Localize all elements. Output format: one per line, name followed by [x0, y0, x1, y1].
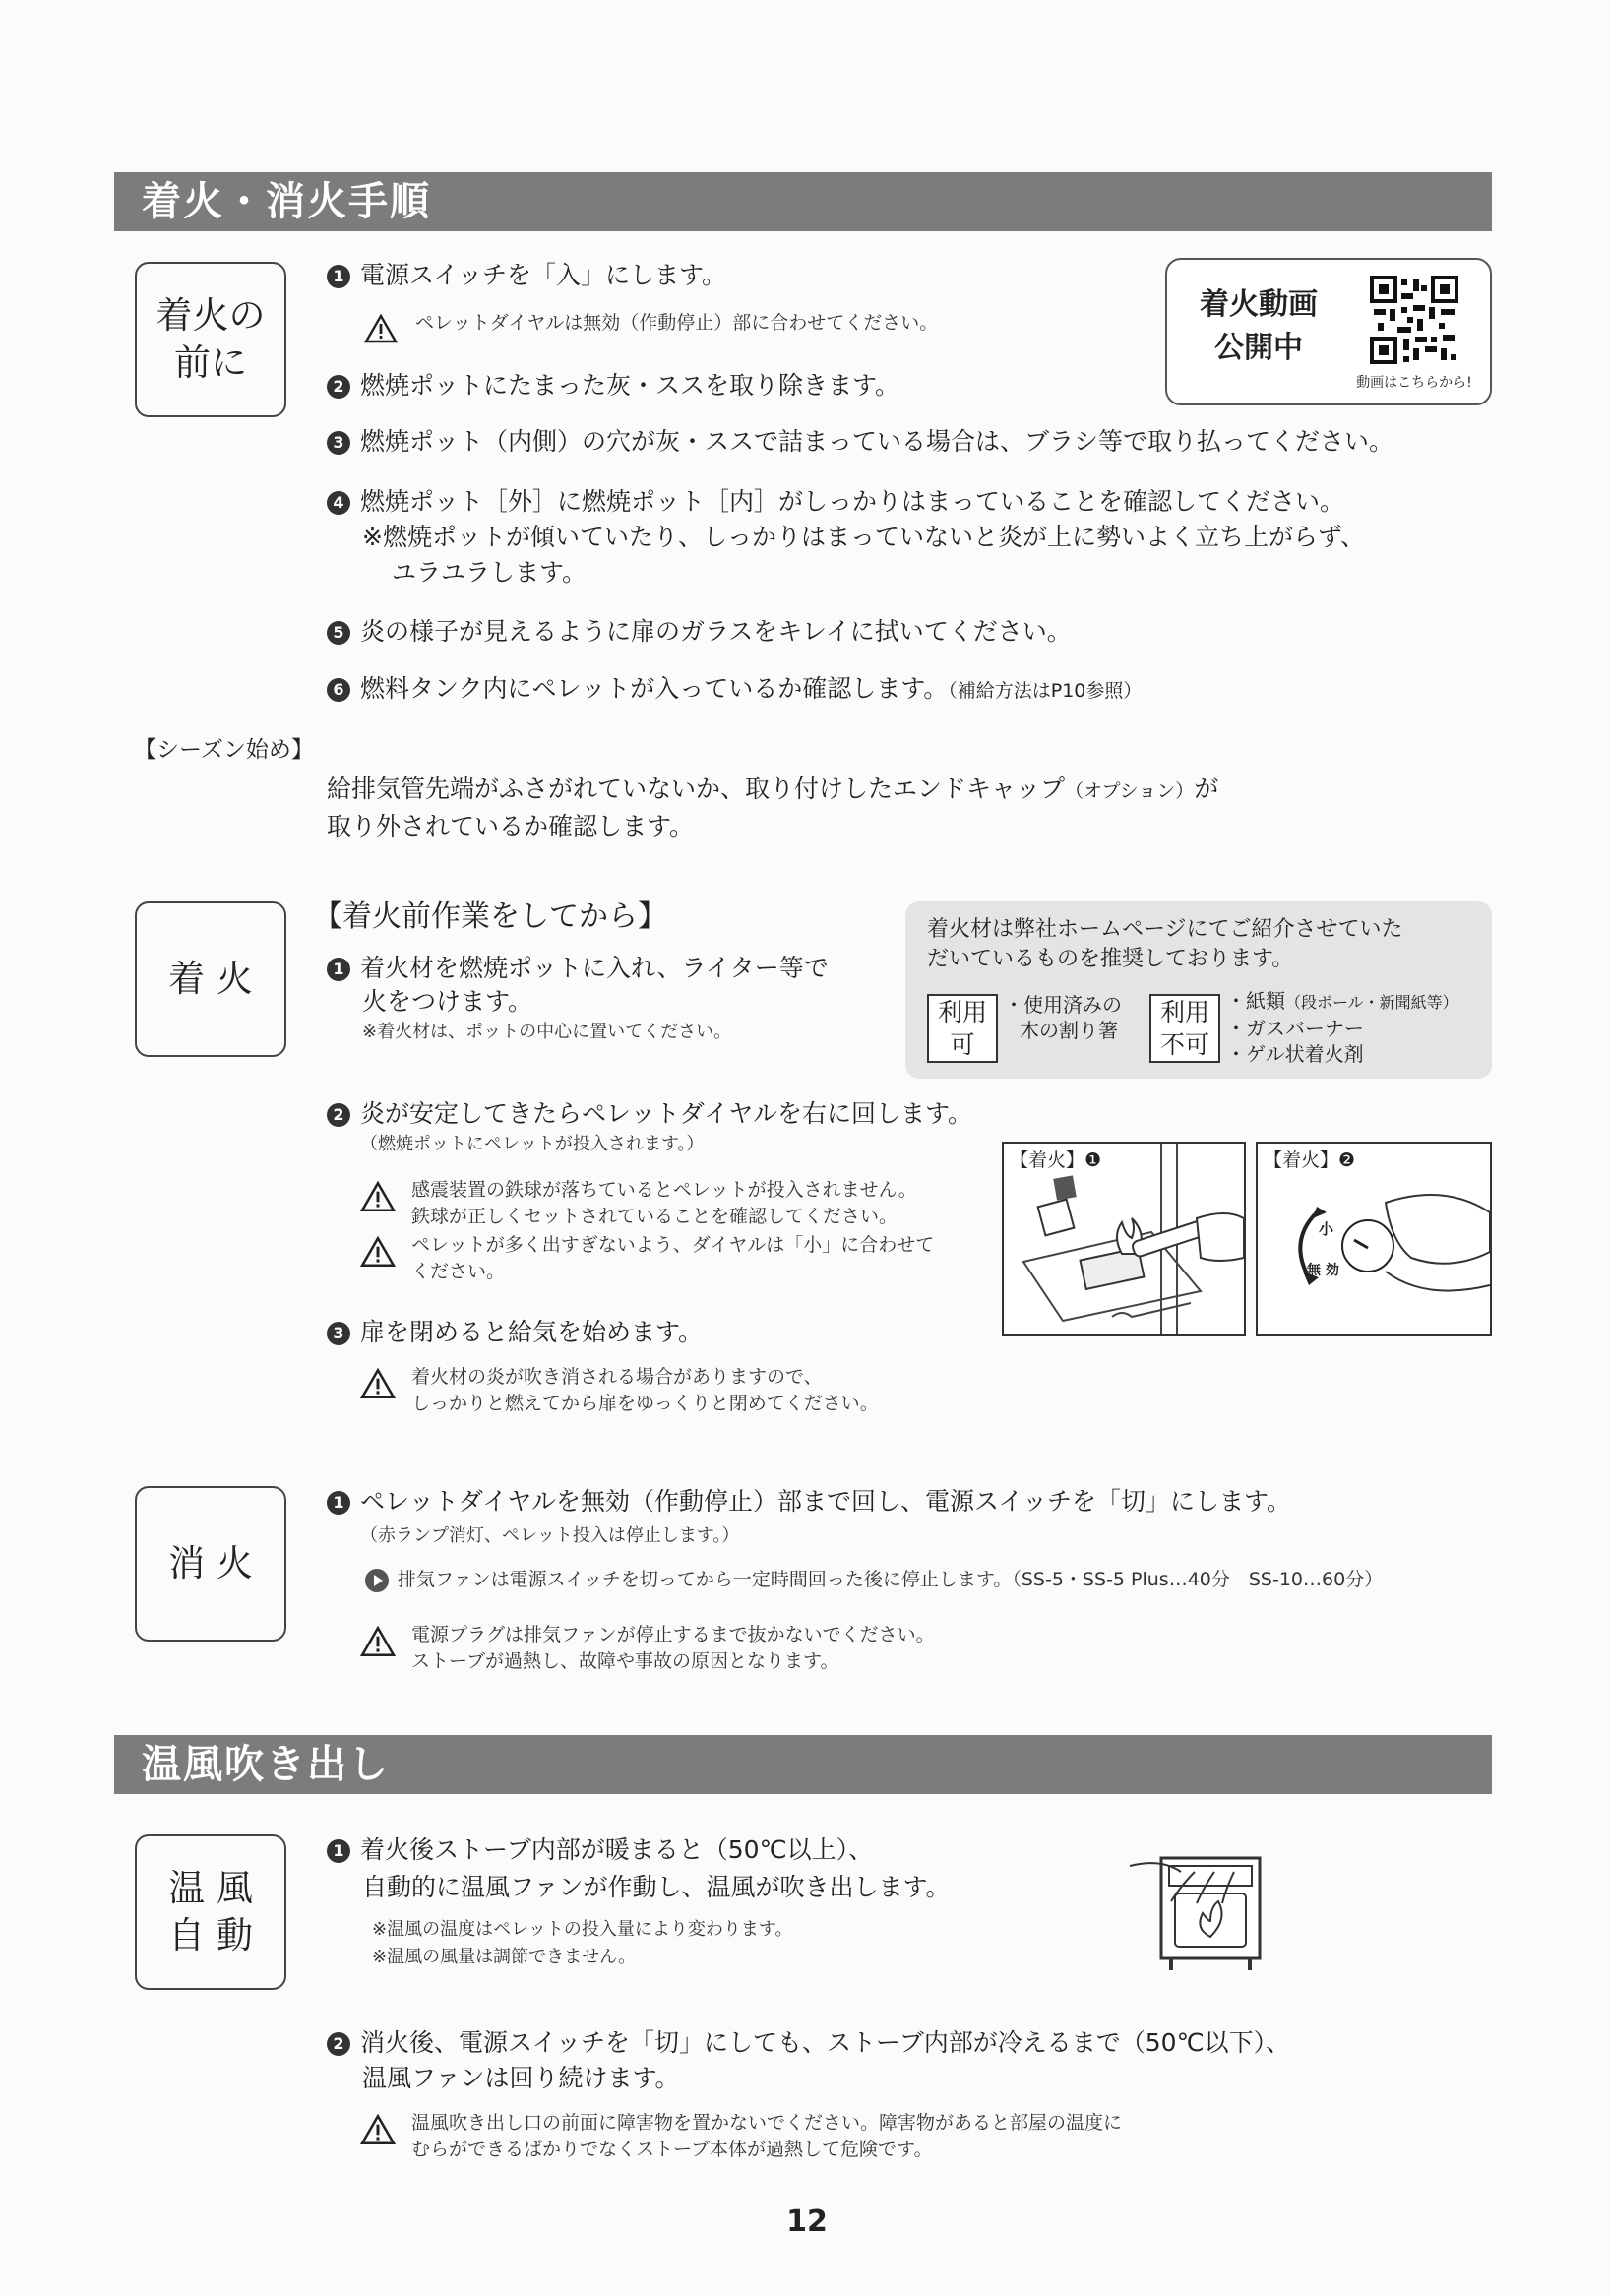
season-line-1 — [327, 772, 1218, 809]
ignite-step-1-line-2: 火をつけます。 — [362, 987, 533, 1016]
warning-line-1: 電源プラグは排気ファンが停止するまで抜かないでください。 — [411, 1624, 935, 1645]
warm-air-step-2 — [327, 2025, 1290, 2061]
label-before-ignition: 着火の 前に — [135, 262, 286, 417]
illustration-label: 【着火】❷ — [1264, 1149, 1356, 1171]
step-text: 着火後ストーブ内部が暖まると（50℃以上）、 — [360, 1835, 874, 1864]
igniter-info-box — [905, 901, 1492, 1079]
before-step-4-note-2: ユラユラします。 — [392, 558, 588, 587]
dial-label-small: 小 — [1319, 1220, 1334, 1238]
ignition-illustration-1 — [1002, 1142, 1246, 1336]
step-number: 3 — [327, 1322, 350, 1345]
before-step-2 — [327, 368, 899, 403]
label-warm-air-auto: 温 風 自 動 — [135, 1834, 286, 1990]
extinguish-step-1 — [327, 1484, 1291, 1520]
video-promo-box[interactable] — [1165, 258, 1492, 405]
not-allowed-item-3: ・ゲル状着火剤 — [1226, 1042, 1364, 1066]
warm-air-note-2: ※温風の風量は調節できません。 — [372, 1947, 637, 1967]
ignite-step-2 — [327, 1096, 972, 1132]
step-number: 3 — [327, 431, 350, 455]
warning-icon — [364, 314, 398, 343]
warning-line-1: 温風吹き出し口の前面に障害物を置かないでください。障害物があると部屋の温度に — [411, 2112, 1123, 2134]
warning-line-2: 鉄球が正しくセットされていることを確認してください。 — [411, 1206, 898, 1227]
before-step-6 — [327, 671, 1142, 709]
dial-label-off: 無 効 — [1307, 1263, 1339, 1278]
step-text: 扉を閉めると給気を始めます。 — [360, 1318, 704, 1346]
promo-line-1: 着火動画 — [1200, 287, 1318, 322]
extinguish-info-text: 排気ファンは電源スイッチを切ってから一定時間回った後に停止します。（SS-5・SS-5 Plus…40分 SS-10…60分） — [398, 1569, 1384, 1590]
ignite-step-2-warning-1 — [360, 1177, 917, 1230]
ignite-step-3-warning — [360, 1364, 879, 1417]
tag-not-allowed — [1149, 994, 1220, 1063]
step-reference: （補給方法はP10参照） — [948, 680, 1143, 702]
warm-air-step-1 — [327, 1832, 873, 1868]
stove-ignition-icon — [1004, 1144, 1244, 1334]
step-number: 2 — [327, 1103, 350, 1127]
section-title-ignition: 着火・消火手順 — [114, 172, 1492, 231]
warning-icon — [360, 2114, 396, 2145]
step-text: 電源スイッチを「入」にします。 — [360, 261, 727, 289]
ignite-step-2-warning-2 — [360, 1232, 934, 1285]
warning-icon — [360, 1236, 396, 1268]
not-allowed-item-1 — [1226, 988, 1458, 1016]
warm-air-warning — [360, 2110, 1122, 2163]
step-text: 炎の様子が見えるように扉のガラスをキレイに拭いてください。 — [360, 617, 1072, 646]
tag-allowed — [927, 994, 998, 1063]
step-text: 燃焼ポット［外］に燃焼ポット［内］がしっかりはまっていることを確認してください。 — [360, 487, 1345, 516]
warm-air-note-1: ※温風の温度はペレットの投入量により変わります。 — [372, 1919, 793, 1940]
tag-allowed-line-1: 利用 — [937, 998, 987, 1026]
not-allowed-item-1-main: ・紙類 — [1226, 989, 1285, 1013]
step-number: 1 — [327, 1839, 350, 1863]
ignite-step-1 — [327, 951, 829, 986]
warm-air-step-2-line-2: 温風ファンは回り続けます。 — [362, 2064, 680, 2092]
warning-line-1: ペレットが多く出すぎないよう、ダイヤルは「小」に合わせて — [411, 1234, 935, 1256]
ignite-step-1-note: ※着火材は、ポットの中心に置いてください。 — [362, 1022, 732, 1042]
label-extinguish: 消 火 — [135, 1486, 286, 1642]
allowed-item-1: ・使用済みの — [1004, 993, 1122, 1017]
before-step-5 — [327, 614, 1072, 650]
step-text: 燃焼ポットにたまった灰・ススを取り除きます。 — [360, 371, 900, 400]
warning-line-2: むらができるばかりでなくストーブ本体が過熱して危険です。 — [411, 2139, 933, 2160]
step-text: 炎が安定してきたらペレットダイヤルを右に回します。 — [360, 1099, 973, 1128]
season-text: 給排気管先端がふさがれていないか、取り付けしたエンドキャップ — [327, 775, 1066, 803]
info-line-1: 着火材は弊社ホームページにてご紹介させていた — [927, 917, 1403, 942]
promo-line-2: 公開中 — [1214, 331, 1303, 365]
warm-air-step-1-line-2: 自動的に温風ファンが作動し、温風が吹き出します。 — [362, 1873, 951, 1901]
page-number: 12 — [786, 2204, 828, 2239]
tag-not-allowed-line-1: 利用 — [1159, 998, 1209, 1026]
step-number: 2 — [327, 375, 350, 399]
label-ignition: 着 火 — [135, 901, 286, 1057]
ignite-step-2-note: （燃焼ポットにペレットが投入されます。） — [360, 1134, 705, 1154]
stove-warm-air-icon — [1122, 1829, 1269, 1976]
before-step-1-warning — [364, 310, 938, 337]
warning-line-2: ください。 — [411, 1261, 506, 1282]
tag-not-allowed-line-2: 不可 — [1159, 1030, 1209, 1059]
step-number: 6 — [327, 678, 350, 702]
step-number: 1 — [327, 265, 350, 288]
section-title-warm-air: 温風吹き出し — [114, 1735, 1492, 1794]
step-number: 5 — [327, 621, 350, 645]
warning-line-2: しっかりと燃えてから扉をゆっくりと閉めてください。 — [411, 1393, 879, 1414]
step-number: 4 — [327, 491, 350, 515]
before-step-1 — [327, 258, 726, 293]
step-text: 燃料タンク内にペレットが入っているか確認します。 — [360, 674, 949, 703]
before-step-4 — [327, 484, 1344, 520]
step-text: ペレットダイヤルを無効（作動停止）部まで回し、電源スイッチを「切」にします。 — [360, 1487, 1292, 1516]
extinguish-warning — [360, 1622, 935, 1675]
info-line-2: だいているものを推奨しております。 — [927, 947, 1294, 971]
warning-line-1: 着火材の炎が吹き消される場合がありますので、 — [411, 1366, 823, 1388]
dial-icon — [1258, 1144, 1490, 1334]
before-step-3 — [327, 424, 1393, 460]
season-option: （オプション） — [1065, 780, 1195, 802]
warning-icon — [360, 1368, 396, 1399]
not-allowed-item-1-detail: （段ボール・新聞紙等） — [1285, 993, 1458, 1012]
step-number: 1 — [327, 958, 350, 981]
illustration-label: 【着火】❶ — [1010, 1149, 1102, 1171]
play-icon — [364, 1568, 390, 1593]
season-heading: 【シーズン始め】 — [134, 737, 314, 763]
promo-caption: 動画はこちらから! — [1356, 375, 1472, 391]
qr-code-icon[interactable] — [1370, 276, 1458, 364]
ignite-heading: 【着火前作業をしてから】 — [313, 900, 667, 934]
extinguish-info — [364, 1567, 1383, 1592]
not-allowed-item-2: ・ガスバーナー — [1226, 1017, 1364, 1040]
step-text: 燃焼ポット（内側）の穴が灰・ススで詰まっている場合は、ブラシ等で取り払ってください。 — [360, 427, 1394, 456]
before-step-4-note-1: ※燃焼ポットが傾いていたり、しっかりはまっていないと炎が上に勢いよく立ち上がらず、 — [362, 523, 1365, 551]
season-text-end: が — [1194, 775, 1219, 803]
season-line-2: 取り外されているか確認します。 — [327, 812, 695, 840]
allowed-item-2: 木の割り箸 — [1020, 1019, 1118, 1042]
warning-icon — [360, 1626, 396, 1657]
step-text: 消火後、電源スイッチを「切」にしても、ストーブ内部が冷えるまで（50℃以下）、 — [360, 2028, 1291, 2057]
warning-line-1: 感震装置の鉄球が落ちているとペレットが投入されません。 — [411, 1179, 917, 1201]
step-number: 1 — [327, 1491, 350, 1515]
extinguish-step-1-note: （赤ランプ消灯、ペレット投入は停止します。） — [360, 1525, 740, 1546]
warning-line-2: ストーブが過熱し、故障や事故の原因となります。 — [411, 1650, 839, 1672]
ignition-illustration-2 — [1256, 1142, 1492, 1336]
tag-allowed-line-2: 可 — [950, 1030, 975, 1059]
warning-text: ペレットダイヤルは無効（作動停止）部に合わせてください。 — [415, 312, 939, 334]
ignite-step-3 — [327, 1315, 703, 1350]
step-number: 2 — [327, 2032, 350, 2056]
step-text: 着火材を燃焼ポットに入れ、ライター等で — [360, 954, 829, 982]
warning-icon — [360, 1181, 396, 1212]
